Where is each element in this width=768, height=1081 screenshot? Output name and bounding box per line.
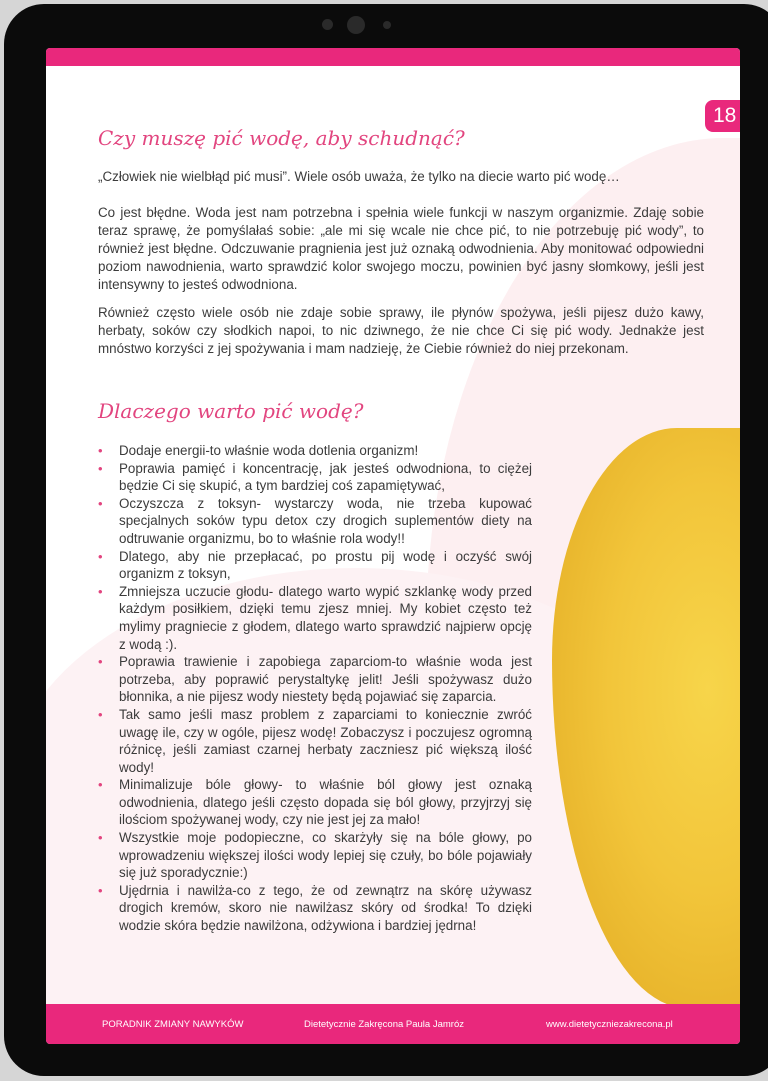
list-item: • Tak samo jeśli masz problem z zaparciami to koniecznie zwróć uwagę ile, czy w ogóle, pijesz wodę! Zobaczysz i poczujesz ogromną różnicę, jeśli zamiast czarnej herbaty zaczniesz pić większą ilość wody! (98, 706, 532, 776)
tablet-frame (4, 4, 768, 1076)
body-paragraph-1: Co jest błędne. Woda jest nam potrzebna i spełnia wiele funkcji w naszym organizmie. Zdaję sobie teraz sprawę, że pomyślałaś sobie: „ale mi się wcale nie chce pić, to nie potrzebuję pić wody”, to również jest błędne. Odczuwanie pragnienia jest już oznaką odwodnienia. Aby monitować odpowiedni poziom nawodnienia, warto sprawdzić kolor swojego moczu, powinien być jasny słomkowy, jeśli jest intensywny to jesteś odwodniona. (98, 205, 704, 292)
footer-website-link[interactable]: www.dietetyczniezakrecona.pl (546, 1019, 673, 1030)
camera-dot-right (383, 21, 391, 29)
top-accent-bar (46, 48, 740, 66)
quote-paragraph: „Człowiek nie wielbłąd pić musi”. Wiele osób uważa, że tylko na diecie warto pić wodę… (98, 169, 620, 184)
paragraph-fluids (98, 304, 704, 358)
section-heading-lose-weight: Czy muszę pić wodę, aby schudnąć? (98, 126, 465, 150)
list-item: • Oczyszcza z toksyn- wystarczy woda, nie trzeba kupować specjalnych soków typu detox czy drogich suplementów diety na odtruwanie organizmu, bo to właśnie rola wody!! (98, 495, 532, 548)
section-heading-why-water: Dlaczego warto pić wodę? (98, 399, 364, 423)
list-item: • Dodaje energii-to właśnie woda dotlenia organizm! (98, 442, 532, 460)
list-item: • Dlatego, aby nie przepłacać, po prostu pij wodę i oczyść swój organizm z toksyn, (98, 548, 532, 583)
page-screen (46, 48, 740, 1044)
footer-author: Dietetycznie Zakręcona Paula Jamróz (304, 1019, 464, 1030)
list-item: • Zmniejsza uczucie głodu- dlatego warto wypić szklankę wody przed każdym posiłkiem, dzięki temu zjesz mniej. My kobiet często też mylimy pragniecie z głodem, dlatego warto sprawdzić najpierw opcję z wodą :). (98, 583, 532, 653)
list-item: • Wszystkie moje podopieczne, co skarżyły się na bóle głowy, po wprowadzeniu większej ilości wody lepiej się czuły, bo bóle pojawiały się już sporadycznie:) (98, 829, 532, 882)
list-item: • Ujędrnia i nawilża-co z tego, że od zewnątrz na skórę używasz drogich kremów, skoro nie nawilżasz skóry od środka! To dzięki wodzie skóra będzie nawilżona, odżywiona i bardziej jędrna! (98, 882, 532, 935)
intro-quote (98, 168, 704, 186)
page-number: 18 (705, 100, 740, 132)
list-item: • Poprawia pamięć i koncentrację, jak jesteś odwodniona, to ciężej będzie Ci się skupić, a tym bardziej coś zapamiętywać, (98, 460, 532, 495)
footer-guide-title: PORADNIK ZMIANY NAWYKÓW (102, 1019, 244, 1030)
list-item: • Minimalizuje bóle głowy- to właśnie ból głowy jest oznaką odwodnienia, dlatego jeśli często dopada się ból głowy, przyjrzyj się ilościom spożywanej wody, czy nie jest jej za mało! (98, 776, 532, 829)
body-paragraph-2: Również często wiele osób nie zdaje sobie sprawy, ile płynów spożywa, jeśli pijesz dużo kawy, herbaty, soków czy słodkich napoi, to nic dziwnego, że nie chce Ci się pić wody. Jednakże jest mnóstwo korzyści z jej spożywania i mam nadzieję, że Ciebie również do niej przekonam. (98, 305, 704, 356)
camera-dot-left (322, 19, 333, 30)
camera-lens (347, 16, 365, 34)
benefits-list (98, 442, 532, 935)
list-item: • Poprawia trawienie i zapobiega zaparciom-to właśnie woda jest potrzeba, aby poprawić perystaltykę jelit! Jeśli spożywasz dużo błonnika, a nie pijesz wody niestety będą pojawiać się zaparcia. (98, 653, 532, 706)
footer-bar (46, 1004, 740, 1044)
paragraph-wrong (98, 204, 704, 294)
